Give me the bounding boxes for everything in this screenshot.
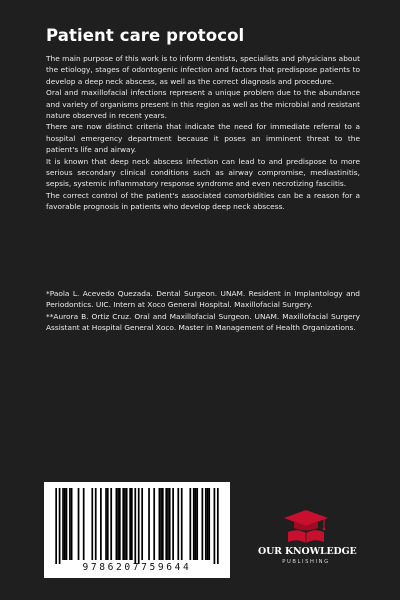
publisher-name: OUR KNOWLEDGE (258, 546, 357, 557)
barcode-bar (107, 488, 109, 560)
publisher-subtitle: PUBLISHING (282, 559, 330, 565)
barcode-bar (148, 488, 150, 560)
description-paragraph: The main purpose of this work is to inform dentists, specialists and physicians about the etiology, stages of odontogenic infection and factors that predispose patients to develop a deep neck abscess, as well as the correct diagnosis and procedure. (46, 54, 360, 86)
isbn-barcode (44, 482, 230, 578)
barcode-bar (169, 488, 171, 560)
barcode-bar (131, 488, 133, 560)
description-paragraph: There are now distinct criteria that indicate the need for immediate referral to a hospital emergency department because it poses an imminent threat to the patient's life and airway. (46, 122, 360, 155)
barcode-bar (95, 488, 97, 560)
barcode-bar (119, 488, 121, 560)
description-paragraph: It is known that deep neck abscess infection can lead to and predispose to more serious secondary clinical conditions such as airway compromise, mediastinitis, sepsis, systemic inflammatory response syndrome and even necrotizing fasciitis. (46, 156, 360, 189)
barcode-bar (208, 488, 210, 560)
cover-title: Patient care protocol (46, 26, 245, 45)
barcode-bar (83, 488, 85, 560)
barcode-bar (141, 488, 143, 560)
author-bio: **Aurora B. Ortiz Cruz. Oral and Maxillofacial Surgeon. UNAM. Maxillofacial Surgery Assistant at Hospital General Xoco. Master in Management of Health Organizations. (46, 311, 360, 333)
barcode-bar (202, 488, 204, 560)
barcode-bar (116, 488, 118, 560)
barcode-bar (189, 488, 191, 560)
barcode-bar (105, 488, 107, 560)
description-paragraph: The correct control of the patient's associated comorbidities can be a reason for a favorable prognosis in patients who develop deep neck abscess. (46, 190, 360, 212)
barcode-bar (64, 488, 66, 560)
barcode-bar (138, 488, 140, 564)
barcode-bar (110, 488, 112, 560)
barcode-bar (117, 488, 119, 560)
barcode-bar (153, 488, 155, 560)
barcode-bar (100, 488, 102, 560)
barcode-bar (165, 488, 167, 560)
barcode-bar (69, 488, 71, 560)
barcode-bar (193, 488, 195, 560)
barcode-bar (78, 488, 80, 560)
barcode-bar (214, 488, 216, 564)
isbn-number: 9786207759644 (82, 562, 192, 573)
barcode-bar (205, 488, 207, 560)
barcode-bar (160, 488, 162, 560)
barcode-bar (62, 488, 64, 560)
barcode-bar (167, 488, 169, 560)
barcode-bar (177, 488, 179, 560)
barcode-bar (195, 488, 197, 560)
barcode-bar (59, 488, 61, 564)
barcode-bar (162, 488, 164, 560)
barcode-bar (126, 488, 128, 560)
author-bios (46, 288, 360, 334)
description-paragraph: Oral and maxillofacial infections represent a unique problem due to the abundance and variety of organisms present in this region as well as the microbial and resistant nature observed in recent years. (46, 88, 360, 121)
barcode-bar (129, 488, 131, 560)
description-text (46, 53, 360, 213)
barcode-bar (159, 488, 161, 560)
barcode-bar (124, 488, 126, 560)
author-bio: *Paola L. Acevedo Quezada. Dental Surgeon. UNAM. Resident in Implantology and Periodontics. UIC. Intern at Xoco General Hospital. Maxillofacial Surgery. (46, 289, 360, 310)
barcode-bar (196, 488, 198, 560)
barcode-bar (181, 488, 183, 560)
graduation-cap-book-icon (258, 508, 354, 544)
barcode-bar (217, 488, 219, 564)
barcode-bar (122, 488, 124, 560)
barcode-bar (55, 488, 57, 564)
barcode-bar (207, 488, 209, 560)
barcode-bar (134, 488, 136, 564)
barcode-bar (71, 488, 73, 560)
barcode-bar (66, 488, 68, 560)
barcode-bar (91, 488, 93, 560)
barcode-bar (172, 488, 174, 560)
publisher-logo-block (258, 508, 357, 568)
